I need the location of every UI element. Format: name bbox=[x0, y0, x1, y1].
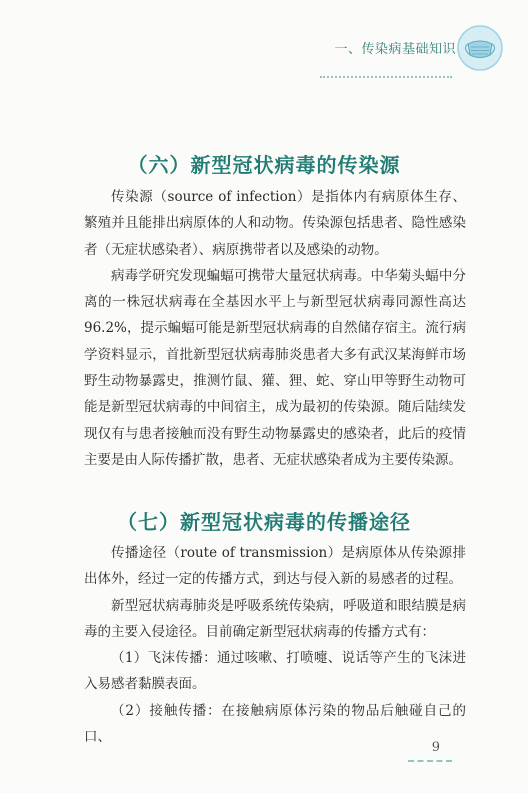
header-dotted-rule bbox=[320, 76, 452, 78]
list-item: （2）接触传播：在接触病原体污染的物品后触碰自己的口、 bbox=[84, 702, 466, 746]
list-item: （1）飞沫传播：通过咳嗽、打喷嚏、说话等产生的飞沫进入易感者黏膜表面。 bbox=[84, 650, 466, 693]
face-mask-icon bbox=[456, 24, 504, 72]
section-title-transmission-route: （七）新型冠状病毒的传播途径 bbox=[117, 510, 411, 534]
page-number-dashes bbox=[408, 760, 452, 762]
chapter-header-title: 一、传染病基础知识 bbox=[334, 42, 456, 57]
paragraph: 病毒学研究发现蝙蝠可携带大量冠状病毒。中华菊头蝠中分离的一株冠状病毒在全基因水平上与新型冠状病毒同源性高达 96.2%，提示蝙蝠可能是新型冠状病毒的自然储存宿主。流行病学资料显示，首批新型冠状病毒肺炎患者大多有武汉某海鲜市场野生动物暴露史，推测竹鼠、獾、狸、蛇、穿山甲等野生动物可能是新型冠状病毒的中间宿主，成为最初的传染源。随后陆续发现仅有与患者接触而没有野生动物暴露史的感染者，此后的疫情主要是由人际传播扩散，患者、无症状感染者成为主要传染源。 bbox=[84, 267, 466, 468]
paragraph: 传染源（source of infection）是指体内有病原体生存、繁殖并且能排出病原体的人和动物。传染源包括患者、隐性感染者（无症状感染者）、病原携带者以及感染的动物。 bbox=[84, 189, 466, 258]
page-number: 9 bbox=[431, 740, 440, 755]
paragraph: 新型冠状病毒肺炎是呼吸系统传染病，呼吸道和眼结膜是病毒的主要入侵途径。目前确定新型冠状病毒的传播方式有： bbox=[84, 597, 466, 640]
section-title-infection-source: （六）新型冠状病毒的传染源 bbox=[127, 153, 401, 177]
section-body-transmission-route bbox=[84, 540, 466, 750]
section-body-infection-source bbox=[84, 184, 466, 473]
paragraph: 传播途径（route of transmission）是病原体从传染源排出体外，经过一定的传播方式，到达与侵入新的易感者的过程。 bbox=[84, 545, 466, 588]
